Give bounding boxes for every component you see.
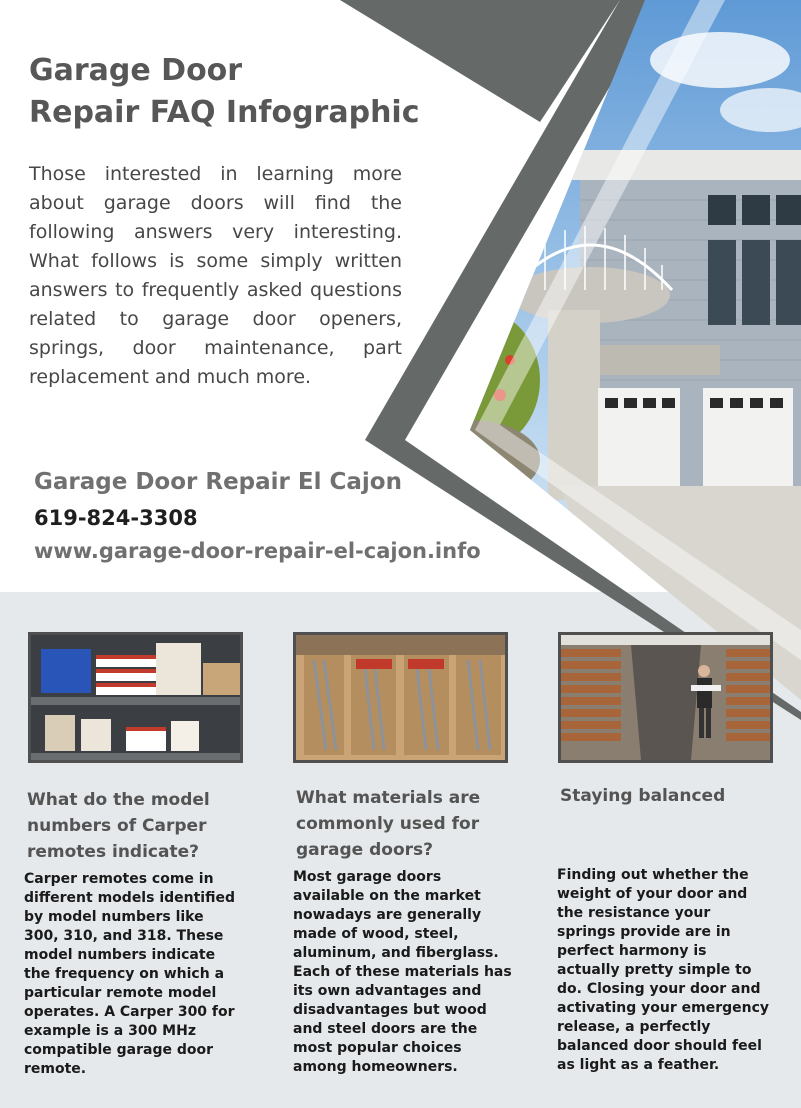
title-line-1: Garage Door	[29, 53, 243, 88]
faq-question-3: Staying balanced	[560, 786, 726, 806]
faq-photo-hardware-boxes	[293, 632, 508, 763]
company-name: Garage Door Repair El Cajon	[34, 469, 402, 495]
faq-photo-opener-boxes	[28, 632, 243, 763]
faq-answer-2: Most garage doors available on the market nowadays are generally made of wood, steel, aluminum, and fiberglass. Each of these materials has its own advantages and disadvantages but wood and steel doors are the most popular choices among homeowners.	[293, 869, 512, 1075]
intro-paragraph: Those interested in learning more about garage doors will find the following answers very interesting. What follows is some simply written answers to frequently asked questions related to garage door openers, springs, door maintenance, part replacement and much more.	[29, 163, 402, 388]
faq-question-1: What do the model numbers of Carper remotes indicate?	[27, 790, 210, 862]
page-title	[29, 50, 420, 134]
faq-photo-door-panels	[558, 632, 773, 763]
website-link[interactable]: www.garage-door-repair-el-cajon.info	[34, 539, 481, 563]
faq-question-2: What materials are commonly used for garage doors?	[296, 788, 481, 860]
title-line-2: Repair FAQ Infographic	[29, 95, 420, 130]
faq-answer-1: Carper remotes come in different models identified by model numbers like 300, 310, and 318. These model numbers indicate the frequency on which a particular remote model operates. A Carper 300 for example is a 300 MHz compatible garage door remote.	[24, 871, 235, 1077]
phone-number[interactable]: 619-824-3308	[34, 506, 198, 530]
faq-answer-3: Finding out whether the weight of your door and the resistance your springs provide are in perfect harmony is actually pretty simple to do. Closing your door and activating your emergency release, a perfectly balanced door should feel as light as a feather.	[557, 867, 770, 1073]
